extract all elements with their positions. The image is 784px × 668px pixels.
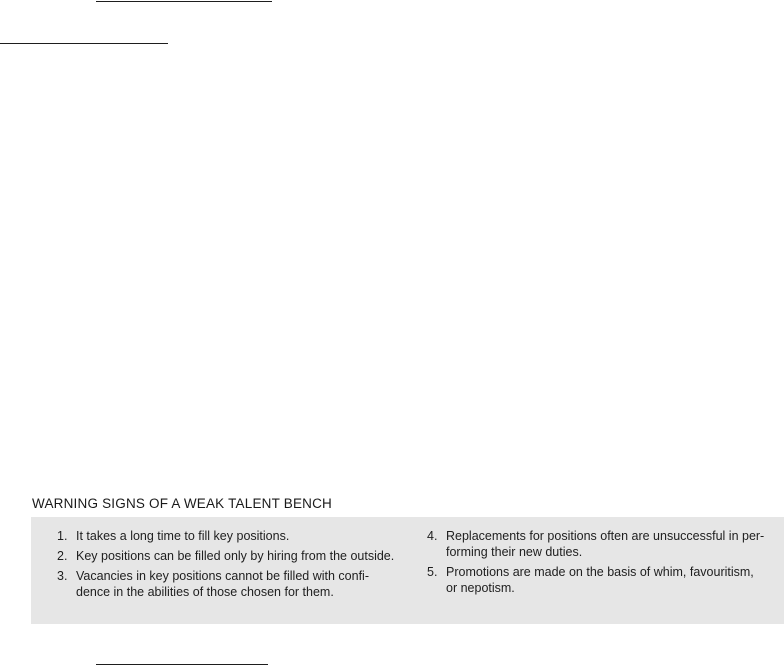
item-text-line: dence in the abilities of those chosen for them. [76,585,334,599]
item-text: It takes a long time to fill key positions. [76,529,290,543]
item-text-line: Promotions are made on the basis of whim, favouritism, [446,565,754,579]
list-item [57,548,407,564]
item-number: 2. [57,549,68,563]
list-item [57,528,407,544]
warning-signs-box [31,517,784,624]
list-item [57,568,407,600]
item-text [76,568,407,600]
item-number: 1. [57,529,68,543]
list-item [427,564,777,596]
top-rule-line [96,1,272,2]
sidebar-box-title: WARNING SIGNS OF A WEAK TALENT BENCH [32,496,333,511]
item-number: 3. [57,569,68,583]
item-text-line: Replacements for positions often are unsuccessful in per- [446,529,765,543]
item-text-line: forming their new duties. [446,545,583,559]
warning-list-left [57,528,407,604]
item-text [446,528,777,560]
item-text: Key positions can be filled only by hiring from the outside. [76,549,395,563]
list-item [427,528,777,560]
header-rule-line [0,43,168,44]
item-text [446,564,777,596]
item-text-line: Vacancies in key positions cannot be filled with confi- [76,569,369,583]
warning-list-right [427,528,777,600]
item-text-line: or nepotism. [446,581,515,595]
item-number: 4. [427,529,438,543]
item-number: 5. [427,565,438,579]
footer-rule-line [96,664,268,665]
